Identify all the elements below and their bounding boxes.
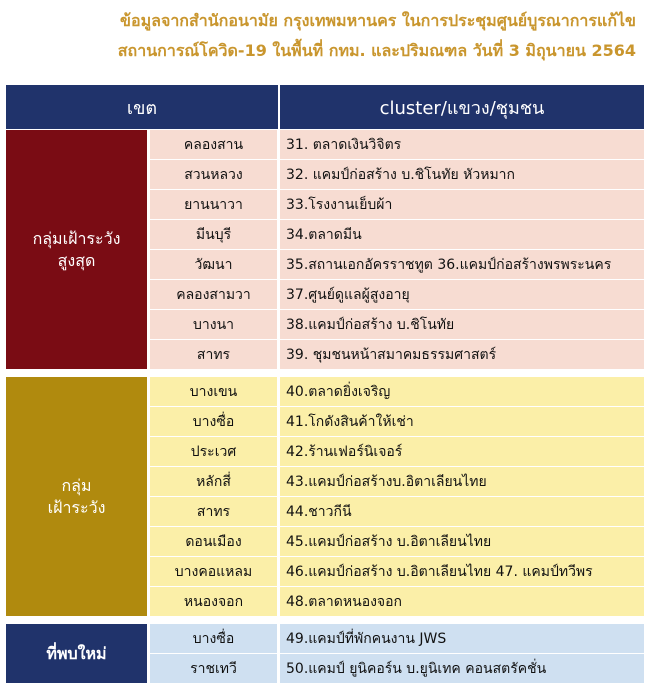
district-cell: สวนหลวง (150, 160, 280, 189)
cluster-cell: 35.สถานเอกอัครราชทูต 36.แคมป์ก่อสร้างพรพระนคร (280, 250, 644, 279)
district-cell: บางซื่อ (150, 624, 280, 653)
cluster-cell: 50.แคมป์ ยูนิคอร์น บ.ยูนิเทค คอนสตรัคชั่น (280, 654, 644, 683)
district-cell: หนองจอก (150, 587, 280, 616)
district-cell: ราชเทวี (150, 654, 280, 683)
cluster-cell: 40.ตลาดยิ่งเจริญ (280, 377, 644, 406)
group-label-line-1: กลุ่ม (61, 475, 92, 495)
cluster-cell: 31. ตลาดเงินวิจิตร (280, 130, 644, 159)
cluster-cell: 38.แคมป์ก่อสร้าง บ.ชิโนทัย (280, 310, 644, 339)
district-cell: คลองสามวา (150, 280, 280, 309)
group-separator (6, 617, 644, 623)
title-line-1: ข้อมูลจากสำนักอนามัย กรุงเทพมหานคร ในการประชุมศูนย์บูรณาการแก้ไข (120, 11, 636, 30)
district-cell: บางนา (150, 310, 280, 339)
cluster-cell: 34.ตลาดมีน (280, 220, 644, 249)
table-row (6, 624, 644, 653)
cluster-cell: 41.โกดังสินค้าให้เช่า (280, 407, 644, 436)
group-label-line-2: เฝ้าระวัง (47, 497, 106, 517)
group-newly-found-label (6, 624, 150, 683)
cluster-cell: 42.ร้านเฟอร์นิเจอร์ (280, 437, 644, 466)
district-cell: บางคอแหลม (150, 557, 280, 586)
group-label-line-2: สูงสุด (57, 250, 96, 270)
cluster-cell: 33.โรงงานเย็บผ้า (280, 190, 644, 219)
table-body (6, 130, 644, 683)
page-title (0, 6, 636, 66)
district-cell: บางซื่อ (150, 407, 280, 436)
group-watch-label (6, 377, 150, 616)
district-cell: คลองสาน (150, 130, 280, 159)
district-cell: วัฒนา (150, 250, 280, 279)
table-row (6, 377, 644, 406)
district-cell: หลักสี่ (150, 467, 280, 496)
cluster-table (6, 84, 644, 684)
group-label-line-1: กลุ่มเฝ้าระวัง (32, 228, 121, 248)
table-row (6, 130, 644, 159)
cluster-cell: 39. ชุมชนหน้าสมาคมธรรมศาสตร์ (280, 340, 644, 369)
district-cell: สาทร (150, 340, 280, 369)
district-cell: ประเวศ (150, 437, 280, 466)
district-cell: บางเขน (150, 377, 280, 406)
title-line-2: สถานการณ์โควิด-19 ในพื้นที่ กทม. และปริมณฑล วันที่ 3 มิถุนายน 2564 (117, 41, 636, 60)
district-cell: ยานนาวา (150, 190, 280, 219)
cluster-cell: 44.ชาวกีนี (280, 497, 644, 526)
group-label-line-1: ที่พบใหม่ (46, 643, 107, 663)
table-header-row (6, 85, 644, 129)
cluster-cell: 48.ตลาดหนองจอก (280, 587, 644, 616)
cluster-cell: 37.ศูนย์ดูแลผู้สูงอายุ (280, 280, 644, 309)
district-cell: ดอนเมือง (150, 527, 280, 556)
group-separator (6, 370, 644, 376)
district-cell: มีนบุรี (150, 220, 280, 249)
header-cluster: cluster/แขวง/ชุมชน (280, 85, 644, 129)
cluster-cell: 32. แคมป์ก่อสร้าง บ.ชิโนทัย หัวหมาก (280, 160, 644, 189)
cluster-cell: 43.แคมป์ก่อสร้างบ.อิตาเลียนไทย (280, 467, 644, 496)
cluster-cell: 49.แคมป์ที่พักคนงาน JWS (280, 624, 644, 653)
cluster-cell: 45.แคมป์ก่อสร้าง บ.อิตาเลียนไทย (280, 527, 644, 556)
group-highest-watch-label (6, 130, 150, 369)
district-cell: สาทร (150, 497, 280, 526)
cluster-cell: 46.แคมป์ก่อสร้าง บ.อิตาเลียนไทย 47. แคมป์ทวีพร (280, 557, 644, 586)
header-district: เขต (6, 85, 280, 129)
